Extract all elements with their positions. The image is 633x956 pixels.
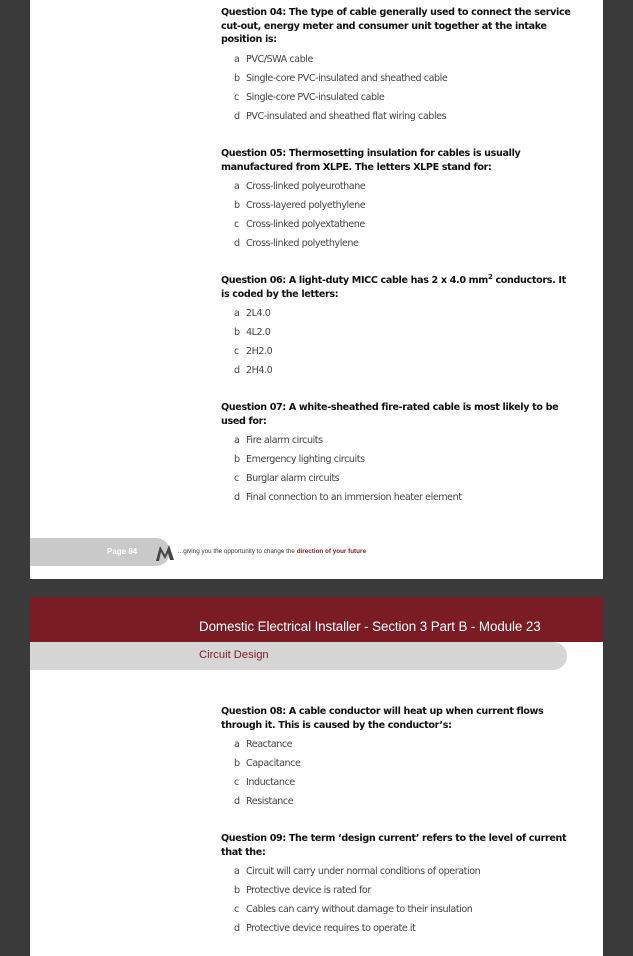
document-page-84 [30, 0, 603, 579]
option-letter: d [234, 365, 240, 376]
option-letter: c [234, 91, 239, 103]
answer-option [221, 51, 571, 70]
answer-option [221, 89, 571, 108]
option-letter: b [234, 327, 240, 338]
answer-option [221, 901, 571, 920]
option-text: Final connection to an immersion heater element [246, 492, 462, 503]
answer-option [221, 774, 571, 793]
answer-option [221, 235, 571, 254]
option-text: Cross-linked polyeurothane [246, 181, 366, 192]
option-text: 2L4.0 [246, 308, 271, 319]
option-letter: d [234, 492, 240, 503]
answer-option [221, 324, 571, 343]
question-09 [221, 832, 571, 939]
option-text: Protective device is rated for [246, 885, 371, 896]
answer-option [221, 362, 571, 381]
option-text: 2H4.0 [246, 365, 273, 376]
option-text: Cross-linked polyextathene [246, 219, 365, 230]
option-text: Single-core PVC-insulated cable [246, 91, 385, 103]
option-letter: a [234, 866, 240, 877]
option-text: Single-core PVC-insulated and sheathed cable [246, 72, 448, 84]
answer-option [221, 178, 571, 197]
question-06 [221, 274, 571, 381]
answer-option [221, 489, 571, 508]
answer-options [221, 863, 571, 939]
tagline-emphasis: direction of your future [296, 548, 366, 555]
option-letter: c [234, 904, 239, 915]
option-text: Burglar alarm circuits [246, 473, 340, 484]
option-letter: a [234, 739, 240, 750]
page-number: Page 84 [107, 547, 138, 556]
option-text: Protective device requires to operate it [246, 923, 416, 934]
question-text: Question 05: Thermosetting insulation for cables is usually manufactured from XLPE. The letters XLPE stand for: [221, 148, 521, 173]
option-text: Emergency lighting circuits [246, 454, 365, 465]
section-subheader [30, 642, 567, 670]
option-letter: b [234, 200, 240, 211]
answer-options [221, 178, 571, 254]
superscript: 2 [487, 272, 493, 281]
answer-options [221, 51, 571, 127]
answer-option [221, 470, 571, 489]
answer-options [221, 305, 571, 381]
module-header [30, 597, 603, 642]
tagline-text: ...giving you the opportunity to change the [178, 548, 297, 555]
answer-option [221, 197, 571, 216]
document-page-85 [30, 597, 603, 956]
option-letter: c [234, 219, 239, 230]
option-letter: b [234, 758, 240, 769]
option-letter: b [234, 454, 240, 465]
footer-tagline [178, 548, 366, 555]
answer-option [221, 305, 571, 324]
option-text: Resistance [246, 796, 294, 807]
answer-option [221, 793, 571, 812]
answer-options [221, 432, 571, 508]
option-letter: d [234, 110, 240, 122]
option-letter: d [234, 796, 240, 807]
option-letter: a [234, 53, 240, 65]
option-letter: b [234, 72, 240, 84]
answer-option [221, 70, 571, 89]
option-letter: c [234, 473, 239, 484]
option-letter: a [234, 435, 240, 446]
question-05 [221, 147, 571, 254]
question-text-part: conductors. It is coded by the letters: [221, 275, 566, 300]
option-text: Cross-linked polyethylene [246, 238, 359, 249]
question-04 [221, 6, 571, 127]
answer-option [221, 755, 571, 774]
option-text: PVC-insulated and sheathed flat wiring cables [246, 110, 447, 122]
option-letter: a [234, 181, 240, 192]
option-text: PVC/SWA cable [246, 53, 313, 65]
question-text-part: Question 06: A light-duty MICC cable has 2 x 4.0 mm [221, 275, 488, 286]
question-text [221, 274, 571, 301]
brand-logo-icon [154, 543, 176, 563]
option-text: Inductance [246, 777, 295, 788]
page-footer-bar [30, 538, 170, 566]
answer-option [221, 736, 571, 755]
answer-option [221, 863, 571, 882]
option-text: Cross-layered polyethylene [246, 200, 366, 211]
question-08 [221, 705, 571, 812]
option-letter: d [234, 923, 240, 934]
answer-option [221, 108, 571, 127]
question-text: Question 08: A cable conductor will heat up when current flows through it. This is caused by the conductor’s: [221, 706, 544, 731]
answer-option [221, 343, 571, 362]
question-text: Question 07: A white-sheathed fire-rated cable is most likely to be used for: [221, 402, 559, 427]
answer-option [221, 920, 571, 939]
answer-option [221, 882, 571, 901]
option-letter: d [234, 238, 240, 249]
answer-options [221, 736, 571, 812]
option-letter: c [234, 346, 239, 357]
option-text: Reactance [246, 739, 293, 750]
option-text: Circuit will carry under normal conditions of operation [246, 866, 481, 877]
option-text: 4L2.0 [246, 327, 271, 338]
option-text: Cables can carry without damage to their insulation [246, 904, 473, 915]
question-07 [221, 401, 571, 508]
section-title: Circuit Design [199, 649, 269, 661]
answer-option [221, 451, 571, 470]
option-letter: c [234, 777, 239, 788]
module-title: Domestic Electrical Installer - Section 3 Part B - Module 23 [199, 619, 541, 634]
option-text: Capacitance [246, 758, 301, 769]
option-letter: b [234, 885, 240, 896]
option-letter: a [234, 308, 240, 319]
option-text: 2H2.0 [246, 346, 273, 357]
answer-option [221, 216, 571, 235]
answer-option [221, 432, 571, 451]
option-text: Fire alarm circuits [246, 435, 323, 446]
question-text: Question 09: The term ‘design current’ refers to the level of current that the: [221, 833, 567, 858]
question-text: Question 04: The type of cable generally used to connect the service cut-out, energy meter and consumer unit together at the intake position is: [221, 7, 571, 45]
